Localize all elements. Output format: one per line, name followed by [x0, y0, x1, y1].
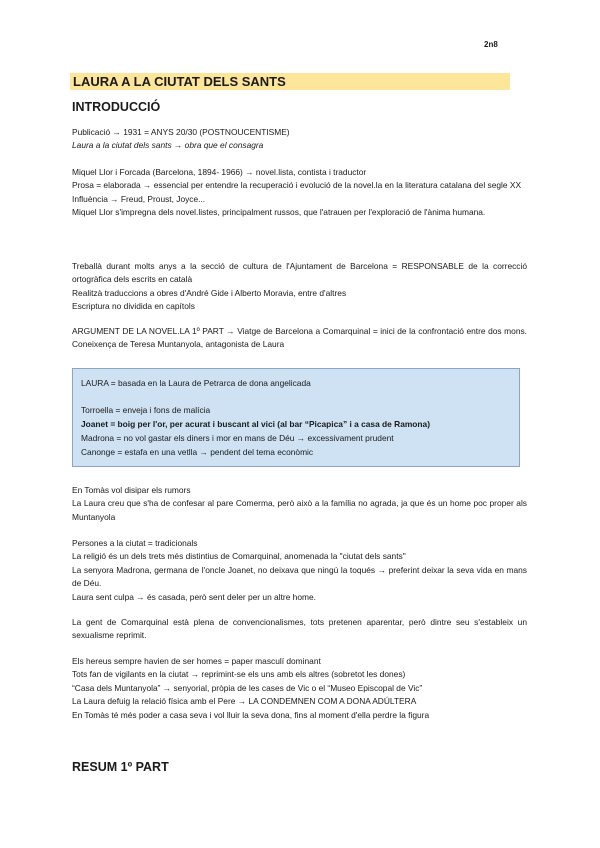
heirs-block — [72, 655, 527, 722]
author-line: Miquel Llor i Forcada (Barcelona, 1894- 1966) → novel.lista, contista i traductor — [72, 167, 367, 177]
character-torroella: Torroella = enveja i fons de malícia — [81, 405, 211, 416]
characters-box — [72, 368, 520, 467]
prose-line: Prosa = elaborada → essencial per entendre la recuperació i evolució de la novel.la en la literatura catalana del segle XX — [72, 180, 522, 191]
religion-line: La religió és un dels trets més distintius de Comarquinal, anomenada la "ciutat dels sants" — [72, 551, 406, 562]
laura-pere-line: La Laura defuig la relació física amb el Pere → LA CONDEMNEN COM A DONA ADÚLTERA — [72, 696, 417, 707]
argument-block — [72, 325, 527, 352]
madrona-line: La senyora Madrona, germana de l'oncle Joanet, no deixava que ningú la toqués → preferint deixar la seva vida en mans de Déu. — [72, 564, 527, 589]
heirs-line: Els hereus sempre havien de ser homes = paper masculí dominant — [72, 656, 321, 666]
character-joanet: Joanet = boig per l'or, per acurat i buscant al vici (al bar “Picapica” i a casa de Ramona) — [81, 419, 430, 430]
publication-block — [72, 126, 527, 153]
traditional-line: Persones a la ciutat = tradicionals — [72, 538, 198, 548]
conventions-block — [72, 616, 527, 643]
career-block — [72, 260, 527, 314]
character-canonge: Canonge = estafa en una vetlla → pendent del tema econòmic — [81, 447, 314, 458]
rumors-block — [72, 484, 527, 524]
character-laura: LAURA = basada en la Laura de Petrarca de dona angelicada — [81, 378, 311, 388]
argument-line: ARGUMENT DE LA NOVEL.LA 1º PART → Viatge de Barcelona a Comarquinal = inici de la confrontació entre dos mons. Coneixença de Teresa Muntanyola, antagonista de Laura — [72, 326, 527, 350]
introduction-heading: INTRODUCCIÓ — [72, 100, 161, 114]
guilt-line: Laura sent culpa → és casada, però sent deler per un altre home. — [72, 591, 316, 602]
publication-line: Publicació → 1931 = ANYS 20/30 (POSTNOUCENTISME) — [72, 127, 290, 137]
house-line: “Casa dels Muntanyola” → senyorial, pròpia de les cases de Vic o el “Museo Episcopal de Vic” — [72, 682, 423, 693]
influence-detail-line: Miquel Llor s'impregna dels novel.listes, principalment russos, que l'atrauen per l'exploració de l'ànima humana. — [72, 207, 486, 218]
page-number: 2n8 — [484, 40, 498, 49]
document-title: LAURA A LA CIUTAT DELS SANTS — [70, 73, 510, 90]
consecration-line: Laura a la ciutat dels sants → obra que el consagra — [72, 140, 264, 151]
influence-line: Influència → Freud, Proust, Joyce... — [72, 193, 206, 204]
vigilants-line: Tots fan de vigilants en la ciutat → reprimint-se els uns amb els altres (sobretot les dones) — [72, 669, 406, 680]
confession-line: La Laura creu que s'ha de confesar al pare Comerma, però això a la família no agrada, ja que és un home poc proper als Muntanyola — [72, 498, 527, 522]
conventions-line: La gent de Comarquinal està plena de convencionalismes, tots pretenen aparentar, però dintre seu s'estableix un sexualisme reprimit. — [72, 617, 527, 641]
society-block — [72, 537, 527, 604]
career-line: Treballà durant molts anys a la secció de cultura de l'Ajuntament de Barcelona = RESPONSABLE de la correcció ortogràfica dels escrits en català — [72, 261, 527, 285]
writing-line: Escriptura no dividida en capítols — [72, 301, 195, 312]
rumors-line: En Tomàs vol disipar els rumors — [72, 485, 191, 495]
tomas-line: En Tomàs té més poder a casa seva i vol lluir la seva dona, fins al moment d'ella perdre la figura — [72, 709, 430, 720]
summary-heading: RESUM 1º PART — [72, 760, 169, 774]
character-madrona: Madrona = no vol gastar els diners i mor en mans de Déu → excessivament prudent — [81, 433, 394, 444]
author-block — [72, 166, 527, 220]
translations-line: Realitzà traduccions a obres d'André Gide i Alberto Moravia, entre d'altres — [72, 287, 347, 298]
